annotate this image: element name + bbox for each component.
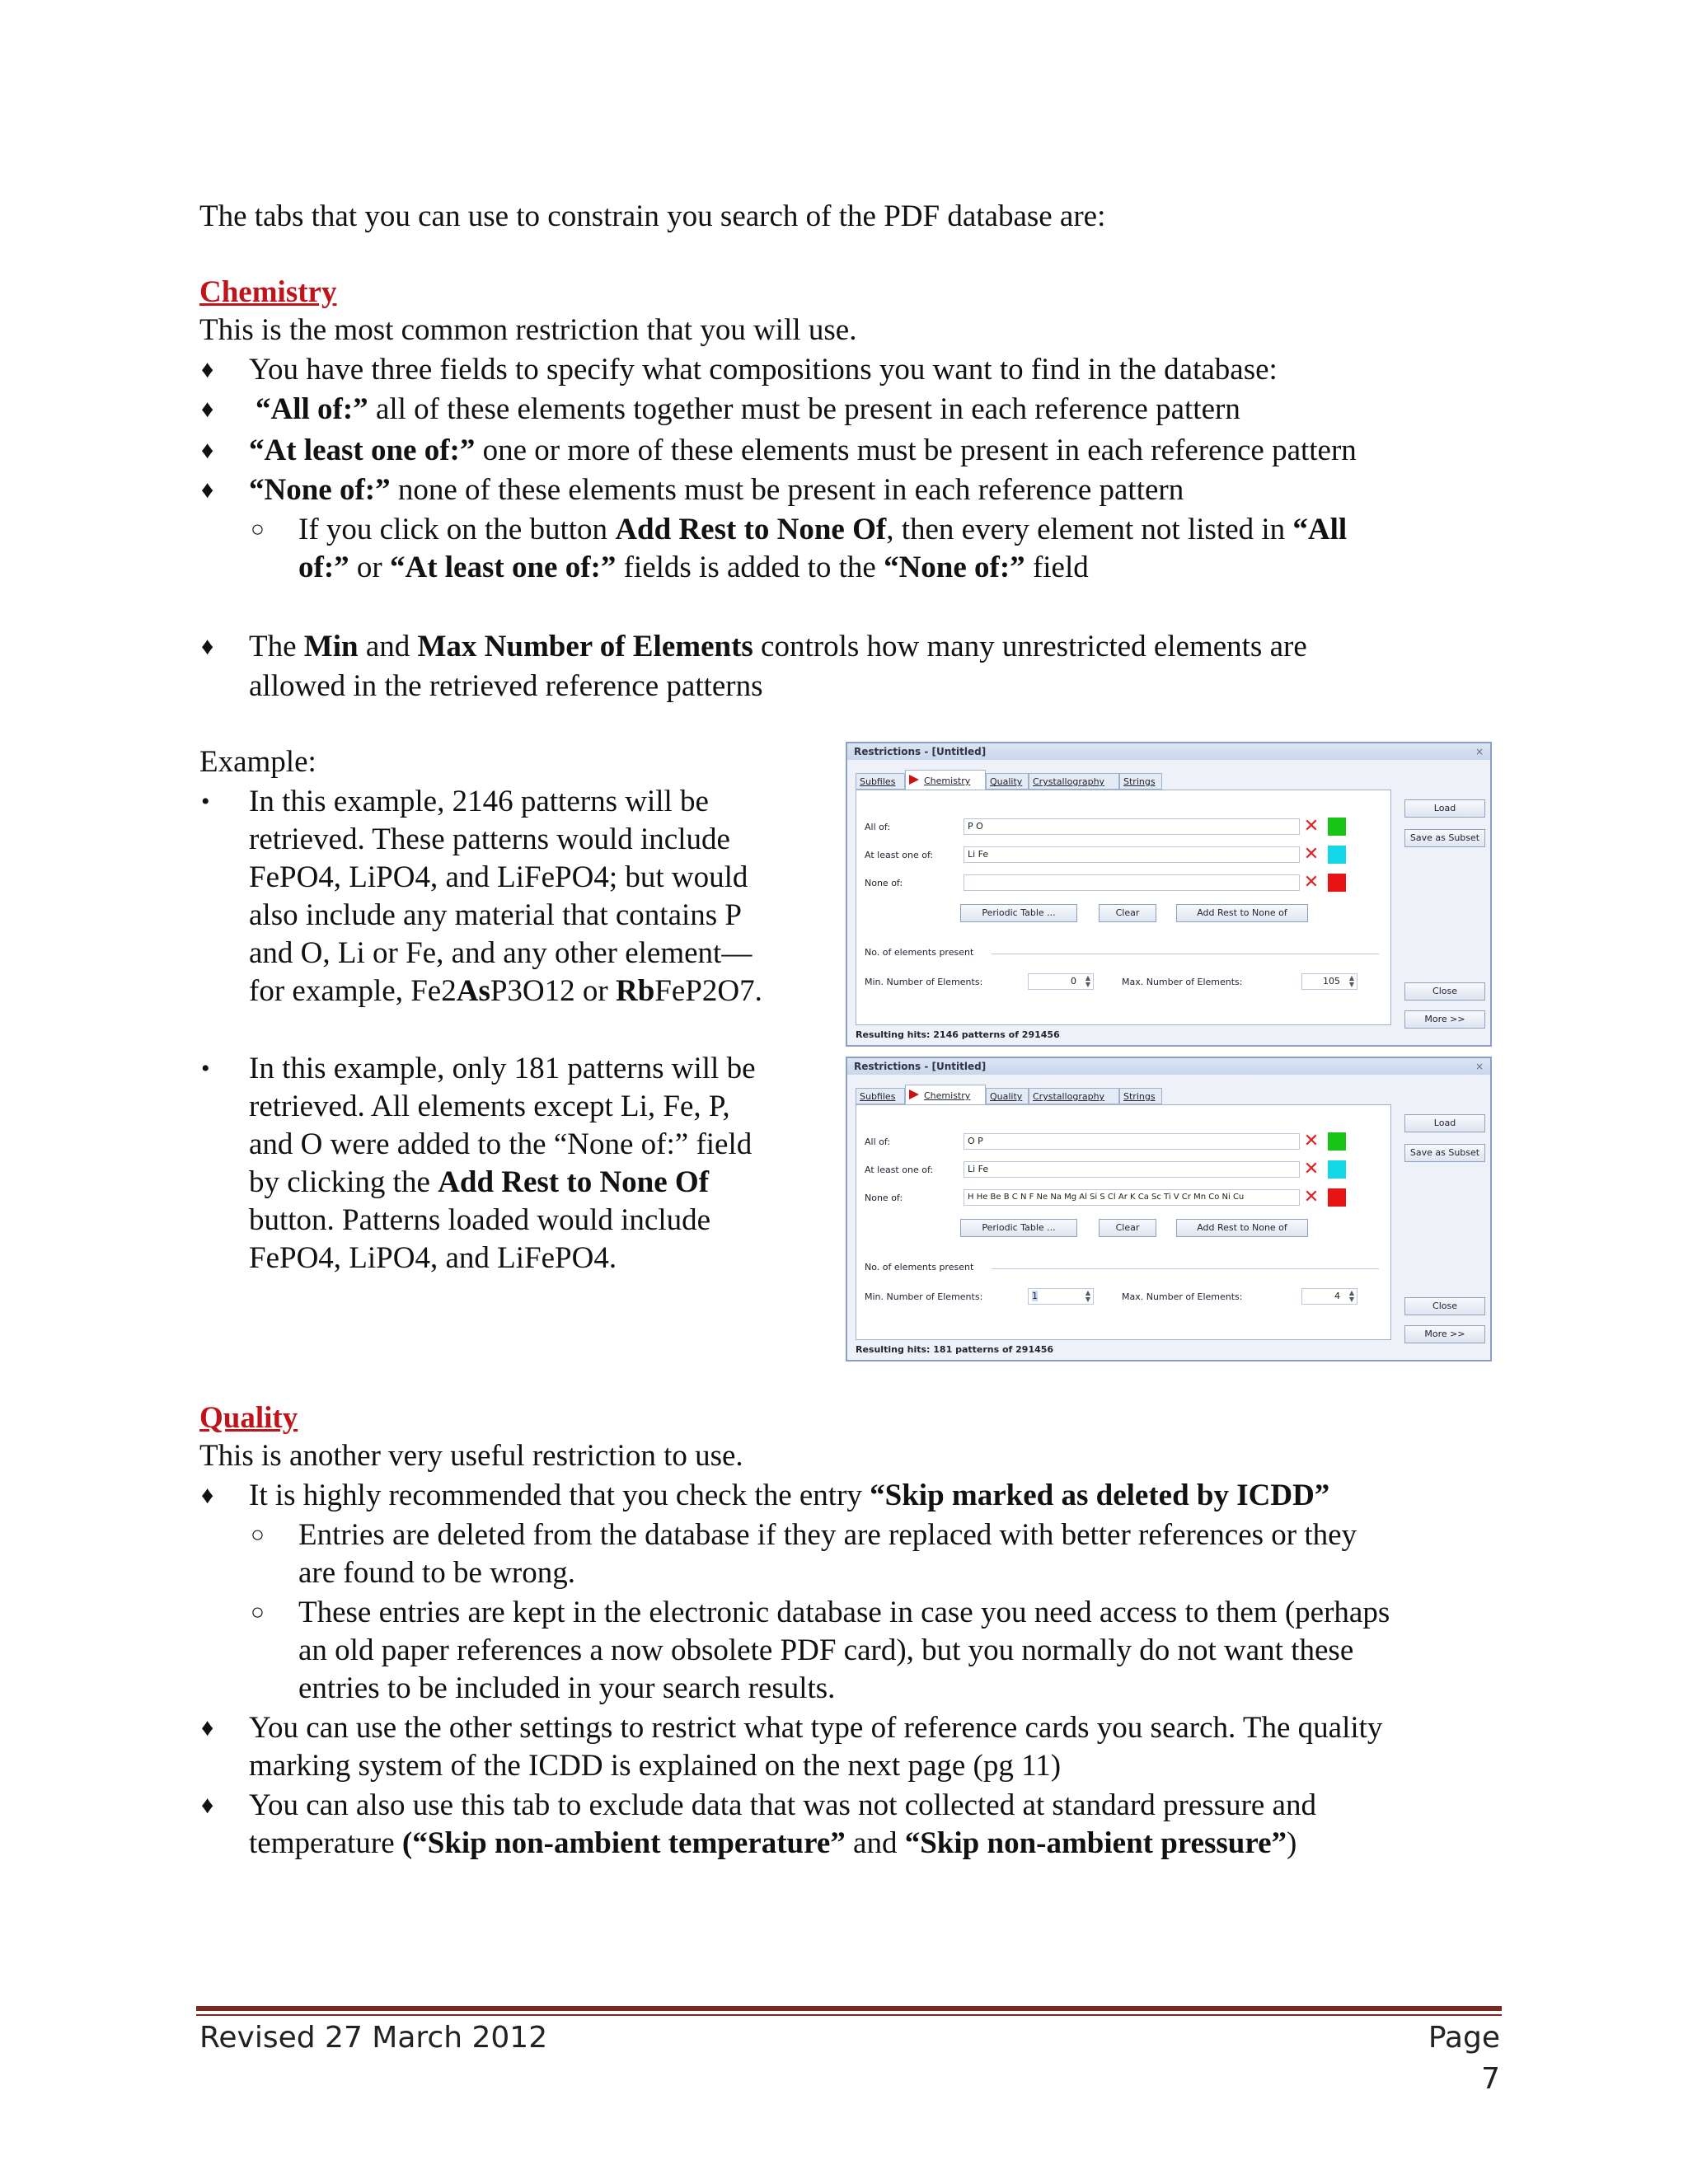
bullet-diamond: ♦ — [201, 356, 214, 383]
example-1-line3: FePO4, LiPO4, and LiFePO4; but would — [249, 860, 748, 894]
example-1-line6: for example, Fe2AsP3O12 or RbFeP2O7. — [249, 974, 762, 1008]
spin-arrows-icon[interactable]: ▲ ▼ — [1085, 1289, 1090, 1303]
bullet-diamond: ♦ — [201, 1482, 214, 1509]
periodic-table-button[interactable]: Periodic Table ... — [960, 904, 1077, 922]
chem-sub-1-line1: If you click on the button Add Rest to None Of, then every element not listed in “All — [298, 513, 1348, 546]
example-1-line5: and O, Li or Fe, and any other element— — [249, 936, 753, 970]
footer-page-number: Page 7 — [1428, 2021, 1500, 2096]
resulting-hits: Resulting hits: 2146 patterns of 291456 — [856, 1029, 1060, 1040]
footer-rule-thin — [196, 2014, 1502, 2016]
tab-crystallography[interactable]: Crystallography — [1029, 1088, 1119, 1104]
none-of-color-swatch[interactable] — [1328, 1188, 1346, 1207]
quality-sub-2-line2: an old paper references a now obsolete PDF card), but you normally do not want these — [298, 1633, 1354, 1667]
max-elements-label: Max. Number of Elements: — [1122, 1291, 1243, 1302]
example-2-line1: In this example, only 181 patterns will be — [249, 1052, 756, 1085]
more-button[interactable]: More >> — [1404, 1325, 1485, 1343]
bullet-circle: ○ — [251, 1600, 265, 1625]
dialog-close-icon[interactable]: × — [1475, 746, 1484, 757]
tab-chemistry[interactable]: Chemistry — [905, 770, 986, 790]
min-elements-label: Min. Number of Elements: — [865, 1291, 983, 1302]
chemistry-heading: Chemistry — [199, 275, 337, 309]
min-elements-stepper[interactable]: 0 ▲ ▼ — [1028, 973, 1094, 990]
example-label: Example: — [199, 745, 316, 779]
quality-bullet-2-line1: You can use the other settings to restrict what type of reference cards you search. The quality — [249, 1711, 1383, 1745]
quality-heading: Quality — [199, 1401, 298, 1435]
all-of-field[interactable]: O P — [964, 1133, 1300, 1150]
bullet-diamond: ♦ — [201, 437, 214, 464]
footer-revised-date: Revised 27 March 2012 — [199, 2021, 548, 2055]
close-button[interactable]: Close — [1404, 982, 1485, 1001]
all-of-label: All of: — [865, 822, 891, 832]
none-of-field[interactable] — [964, 874, 1300, 891]
max-elements-label: Max. Number of Elements: — [1122, 977, 1243, 987]
clear-none-of-icon[interactable]: ✕ — [1303, 1187, 1320, 1207]
close-button[interactable]: Close — [1404, 1297, 1485, 1315]
save-as-subset-button[interactable]: Save as Subset — [1404, 1144, 1485, 1162]
bullet-diamond: ♦ — [201, 396, 214, 423]
chem-sub-1-line2: of:” or “At least one of:” fields is added to the “None of:” field — [298, 551, 1089, 584]
clear-all-of-icon[interactable]: ✕ — [1303, 816, 1320, 837]
bullet-diamond: ♦ — [201, 633, 214, 660]
quality-bullet-2-line2: marking system of the ICDD is explained on the next page (pg 11) — [249, 1749, 1062, 1783]
bullet-dot: • — [201, 788, 210, 815]
chemistry-panel — [856, 1104, 1391, 1340]
example-2-line3: and O were added to the “None of:” field — [249, 1127, 753, 1161]
footer-rule — [196, 2006, 1502, 2011]
at-least-color-swatch[interactable] — [1328, 1160, 1346, 1179]
dialog-close-icon[interactable]: × — [1475, 1061, 1484, 1072]
at-least-field[interactable]: Li Fe — [964, 1161, 1300, 1178]
bullet-diamond: ♦ — [201, 1714, 214, 1741]
quality-sub-2-line1: These entries are kept in the electronic database in case you need access to them (perhaps — [298, 1596, 1390, 1629]
at-least-color-swatch[interactable] — [1328, 846, 1346, 864]
tab-subfiles[interactable]: Subfiles — [856, 773, 905, 790]
none-of-color-swatch[interactable] — [1328, 874, 1346, 892]
clear-all-of-icon[interactable]: ✕ — [1303, 1131, 1320, 1151]
restrictions-dialog-1 — [846, 742, 1492, 1047]
all-of-field[interactable]: P O — [964, 818, 1300, 835]
chem-bullet-5-line1: The Min and Max Number of Elements controls how many unrestricted elements are — [249, 630, 1307, 663]
clear-at-least-icon[interactable]: ✕ — [1303, 844, 1320, 865]
dialog-title: Restrictions - [Untitled] — [847, 743, 1490, 760]
add-rest-button[interactable]: Add Rest to None of — [1176, 1219, 1308, 1237]
none-of-field[interactable]: H He Be B C N F Ne Na Mg Al Si S Cl Ar K Ca Sc Ti V Cr Mn Co Ni Cu — [964, 1189, 1300, 1206]
example-1-line4: also include any material that contains P — [249, 898, 742, 932]
bullet-circle: ○ — [251, 1522, 265, 1548]
all-of-label: All of: — [865, 1137, 891, 1147]
spin-arrows-icon[interactable]: ▲ ▼ — [1085, 974, 1090, 988]
chemistry-intro: This is the most common restriction that you will use. — [199, 313, 857, 347]
tab-chemistry[interactable]: Chemistry — [905, 1085, 986, 1104]
none-of-label: None of: — [865, 1193, 903, 1203]
example-2-line2: retrieved. All elements except Li, Fe, P, — [249, 1090, 730, 1123]
tab-subfiles[interactable]: Subfiles — [856, 1088, 905, 1104]
tab-strings[interactable]: Strings — [1119, 773, 1162, 790]
all-of-color-swatch[interactable] — [1328, 818, 1346, 836]
spin-arrows-icon[interactable]: ▲ ▼ — [1348, 1289, 1354, 1303]
clear-at-least-icon[interactable]: ✕ — [1303, 1159, 1320, 1179]
at-least-label: At least one of: — [865, 1165, 934, 1175]
bullet-diamond: ♦ — [201, 476, 214, 504]
chemistry-panel — [856, 790, 1391, 1025]
bullet-dot: • — [201, 1055, 210, 1082]
chem-bullet-2: “All of:” all of these elements together must be present in each reference pattern — [256, 392, 1240, 426]
chem-bullet-3: “At least one of:” one or more of these elements must be present in each reference pattern — [249, 434, 1357, 467]
bullet-diamond: ♦ — [201, 1792, 214, 1819]
quality-sub-1-line2: are found to be wrong. — [298, 1556, 575, 1590]
min-elements-stepper[interactable]: 1 ▲ ▼ — [1028, 1288, 1094, 1305]
chem-bullet-1: You have three fields to specify what compositions you want to find in the database: — [249, 353, 1278, 387]
section-divider — [992, 1268, 1379, 1269]
save-as-subset-button[interactable]: Save as Subset — [1404, 829, 1485, 847]
at-least-field[interactable]: Li Fe — [964, 846, 1300, 863]
more-button[interactable]: More >> — [1404, 1010, 1485, 1029]
restrictions-dialog-2 — [846, 1057, 1492, 1361]
tab-crystallography[interactable]: Crystallography — [1029, 773, 1119, 790]
chem-bullet-5-line2: allowed in the retrieved reference patterns — [249, 669, 763, 703]
quality-intro: This is another very useful restriction to use. — [199, 1439, 743, 1473]
clear-button[interactable]: Clear — [1099, 1219, 1156, 1237]
load-button[interactable]: Load — [1404, 1114, 1485, 1132]
bullet-circle: ○ — [251, 517, 265, 542]
add-rest-button[interactable]: Add Rest to None of — [1176, 904, 1308, 922]
none-of-label: None of: — [865, 878, 903, 888]
quality-bullet-3-line2: temperature (“Skip non-ambient temperature” and “Skip non-ambient pressure”) — [249, 1826, 1297, 1860]
elements-section-label: No. of elements present — [865, 947, 974, 958]
clear-none-of-icon[interactable]: ✕ — [1303, 872, 1320, 893]
at-least-label: At least one of: — [865, 850, 934, 860]
max-elements-stepper[interactable]: 4 ▲ ▼ — [1301, 1288, 1357, 1305]
quality-sub-1-line1: Entries are deleted from the database if they are replaced with better references or they — [298, 1518, 1357, 1552]
tab-strings[interactable]: Strings — [1119, 1088, 1162, 1104]
resulting-hits: Resulting hits: 181 patterns of 291456 — [856, 1344, 1054, 1355]
example-2-line4: by clicking the Add Rest to None Of — [249, 1165, 710, 1199]
quality-sub-2-line3: entries to be included in your search results. — [298, 1671, 836, 1705]
periodic-table-button[interactable]: Periodic Table ... — [960, 1219, 1077, 1237]
min-elements-label: Min. Number of Elements: — [865, 977, 983, 987]
tab-quality[interactable]: Quality — [986, 773, 1029, 790]
example-2-line5: button. Patterns loaded would include — [249, 1203, 711, 1237]
flag-icon — [909, 775, 919, 785]
elements-section-label: No. of elements present — [865, 1262, 974, 1272]
spin-arrows-icon[interactable]: ▲ ▼ — [1348, 974, 1354, 988]
intro-text: The tabs that you can use to constrain you search of the PDF database are: — [199, 199, 1106, 233]
clear-button[interactable]: Clear — [1099, 904, 1156, 922]
flag-icon — [909, 1090, 919, 1099]
max-elements-stepper[interactable]: 105 ▲ ▼ — [1301, 973, 1357, 990]
all-of-color-swatch[interactable] — [1328, 1132, 1346, 1151]
example-1-line2: retrieved. These patterns would include — [249, 823, 730, 856]
tab-quality[interactable]: Quality — [986, 1088, 1029, 1104]
example-1-line1: In this example, 2146 patterns will be — [249, 785, 709, 818]
dialog-title: Restrictions - [Untitled] — [847, 1058, 1490, 1075]
chem-bullet-4: “None of:” none of these elements must be present in each reference pattern — [249, 473, 1184, 507]
quality-bullet-3-line1: You can also use this tab to exclude data that was not collected at standard pressure and — [249, 1788, 1316, 1822]
quality-bullet-1: It is highly recommended that you check the entry “Skip marked as deleted by ICDD” — [249, 1479, 1330, 1512]
load-button[interactable]: Load — [1404, 799, 1485, 818]
example-2-line6: FePO4, LiPO4, and LiFePO4. — [249, 1241, 617, 1275]
